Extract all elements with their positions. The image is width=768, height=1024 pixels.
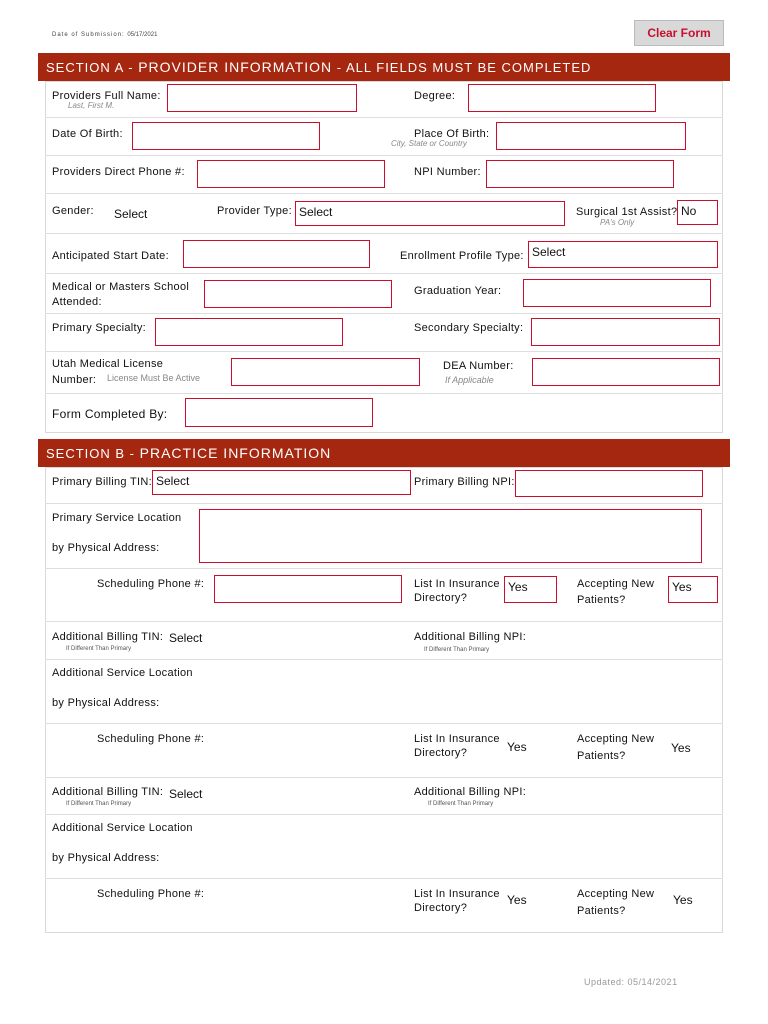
additional-tin-label-2: Additional Billing TIN: [52,786,164,798]
secondary-specialty-field[interactable] [531,318,720,346]
service-location-field[interactable] [199,509,702,563]
license-label-line1: Utah Medical License [52,358,164,370]
accepting-select-3[interactable]: Yes [673,893,693,907]
gender-select[interactable]: Select [114,207,148,221]
license-hint: License Must Be Active [107,373,201,383]
degree-label: Degree: [414,90,456,102]
row-divider [45,659,723,660]
surgical-assist-label: Surgical 1st Assist? [576,206,678,218]
additional-npi-hint: If Different Than Primary [424,647,490,653]
enrollment-select[interactable] [528,241,718,268]
direct-phone-field[interactable] [197,160,385,188]
place-of-birth-field[interactable] [496,122,686,150]
row-divider [45,313,723,314]
section-a-header: SECTION A - PROVIDER INFORMATION - ALL FIELDS MUST BE COMPLETED [38,53,730,81]
list-directory-label-line1-3: List In Insurance [414,888,500,900]
additional-location-label-line2-2: by Physical Address: [52,852,160,864]
accepting-value: Yes [672,580,692,594]
row-divider [45,723,723,724]
dob-field[interactable] [132,122,320,150]
dea-hint: If Applicable [445,375,494,385]
clear-form-button[interactable]: Clear Form [634,20,724,46]
section-b-header: SECTION B - PRACTICE INFORMATION [38,439,730,467]
completed-by-field[interactable] [185,398,373,427]
list-directory-label-line1-2: List In Insurance [414,733,500,745]
row-divider [45,273,723,274]
secondary-specialty-label: Secondary Specialty: [414,322,524,334]
list-directory-label-line2: Directory? [414,592,468,604]
additional-npi-label-2: Additional Billing NPI: [414,786,527,798]
completed-by-label: Form Completed By: [52,407,168,421]
provider-type-select[interactable] [295,201,565,226]
row-divider [45,814,723,815]
accepting-label-line2-2: Patients? [577,750,626,762]
additional-tin-select-2[interactable]: Select [169,787,203,801]
primary-npi-field[interactable] [515,470,703,497]
primary-tin-value: Select [156,474,190,488]
additional-tin-label: Additional Billing TIN: [52,631,164,643]
accepting-select[interactable] [668,576,718,603]
place-of-birth-label: Place Of Birth: [414,128,490,140]
primary-npi-label: Primary Billing NPI: [414,476,515,488]
additional-tin-hint-2: If Different Than Primary [66,801,132,807]
full-name-label: Providers Full Name: [52,90,161,102]
scheduling-phone-label-3: Scheduling Phone #: [97,888,205,900]
list-directory-select-2[interactable]: Yes [507,740,527,754]
dob-label: Date Of Birth: [52,128,123,140]
npi-field[interactable] [486,160,674,188]
dea-field[interactable] [532,358,720,386]
surgical-assist-hint: PA's Only [600,218,635,227]
additional-tin-select[interactable]: Select [169,631,203,645]
start-date-field[interactable] [183,240,370,268]
list-directory-select[interactable] [504,576,557,603]
accepting-label-line1: Accepting New [577,578,655,590]
school-label-line2: Attended: [52,296,102,308]
service-location-label-line2: by Physical Address: [52,542,160,554]
row-divider [45,878,723,879]
list-directory-value: Yes [508,580,528,594]
place-of-birth-hint: City, State or Country [391,139,467,148]
grad-year-label: Graduation Year: [414,285,502,297]
additional-location-label-line1: Additional Service Location [52,667,193,679]
scheduling-phone-label: Scheduling Phone #: [97,578,205,590]
submission-date: 05/17/2021 [127,32,158,38]
primary-specialty-field[interactable] [155,318,343,346]
row-divider [45,233,723,234]
accepting-label-line2-3: Patients? [577,905,626,917]
start-date-label: Anticipated Start Date: [52,250,169,262]
full-name-field[interactable] [167,84,357,112]
school-field[interactable] [204,280,392,308]
list-directory-select-3[interactable]: Yes [507,893,527,907]
list-directory-label-line2-3: Directory? [414,902,468,914]
scheduling-phone-field[interactable] [214,575,402,603]
additional-location-label-line1-2: Additional Service Location [52,822,193,834]
enrollment-label: Enrollment Profile Type: [400,250,524,262]
provider-type-label: Provider Type: [217,205,292,217]
degree-field[interactable] [468,84,656,112]
provider-type-value: Select [299,205,333,219]
npi-label: NPI Number: [414,166,481,178]
service-location-label-line1: Primary Service Location [52,512,182,524]
row-divider [45,568,723,569]
primary-specialty-label: Primary Specialty: [52,322,147,334]
row-divider [45,777,723,778]
row-divider [45,351,723,352]
updated-date: Updated: 05/14/2021 [584,977,678,987]
enrollment-value: Select [532,245,566,259]
additional-npi-label: Additional Billing NPI: [414,631,527,643]
row-divider [45,117,723,118]
additional-location-label-line2: by Physical Address: [52,697,160,709]
school-label-line1: Medical or Masters School [52,281,190,293]
full-name-hint: Last, First M. [68,101,115,110]
primary-tin-select[interactable] [152,470,411,495]
additional-tin-hint: If Different Than Primary [66,646,132,652]
license-label-line2: Number: [52,374,97,386]
additional-npi-hint-2: If Different Than Primary [428,801,494,807]
gender-label: Gender: [52,205,94,217]
accepting-label-line1-2: Accepting New [577,733,655,745]
row-divider [45,393,723,394]
list-directory-label-line2-2: Directory? [414,747,468,759]
submission-date-row [52,32,157,38]
license-field[interactable] [231,358,420,386]
accepting-label-line1-3: Accepting New [577,888,655,900]
row-divider [45,193,723,194]
primary-tin-label: Primary Billing TIN: [52,476,152,488]
row-divider [45,155,723,156]
row-divider [45,621,723,622]
grad-year-field[interactable] [523,279,711,307]
dea-label: DEA Number: [443,360,514,372]
row-divider [45,503,723,504]
scheduling-phone-label-2: Scheduling Phone #: [97,733,205,745]
surgical-assist-select[interactable] [677,200,718,225]
accepting-label-line2: Patients? [577,594,626,606]
surgical-assist-value: No [681,204,697,218]
submission-label: Date of Submission: [52,32,125,38]
direct-phone-label: Providers Direct Phone #: [52,166,185,178]
list-directory-label-line1: List In Insurance [414,578,500,590]
accepting-select-2[interactable]: Yes [671,741,691,755]
